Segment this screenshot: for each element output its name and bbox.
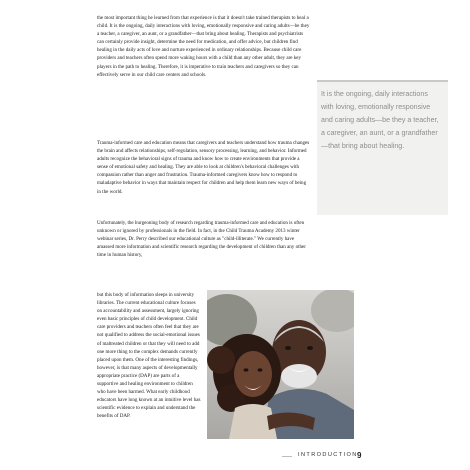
pull-quote-box <box>317 80 448 215</box>
page-footer <box>282 452 457 462</box>
pull-quote-text: It is the ongoing, daily interactions with loving, emotionally responsive and caring adults—be they a teacher, a caregiver, an aunt, or a grandfather—that bring about healing. <box>321 90 439 151</box>
body-paragraph-3: Unfortunately, the burgeoning body of research regarding trauma-informed care and education is often unknown or ignored by professionals in the field. In fact, in the Child Trauma Academy 2013 winter webinar series, Dr. Perry described our educational culture as "child-illiterate." We currently have amassed more information and scientific research regarding the development of children than any other time in human history, <box>97 220 306 259</box>
body-paragraph-1: the most important thing he learned from that experience is that it doesn't take trained therapists to heal a child. It is the ongoing, daily interactions with loving, emotionally responsive and caring adults—be they a teacher, a caregiver, an aunt, or a grandfather—that bring about healing. Therapists and psychiatrists can certainly provide insight, determine the need for medication, and offer advice, but children find healing in the daily acts of love and nurture experienced in ordinary relationships. Because child care providers and teachers often spend more waking hours with a child than any other adult, they are key players in the path to healing. Therefore, it is imperative to train teachers and caregivers so they can effectively serve in our child care centers and schools. <box>97 15 310 78</box>
body-paragraph-2: Trauma-informed care and education means that caregivers and teachers understand how trauma changes the brain and affects relationships, self-regulation, sensory processing, learning, and behavior. Informed adults recognize the behavioral signs of trauma and know how to create environments that provide a sense of emotional safety and healing. They are able to look at children's behavioral challenges with compassion rather than anger and frustration. Trauma-informed caregivers know how to respond to maladaptive behavior in ways that maintain respect for children and help them learn new ways of being in the world. <box>97 140 310 195</box>
page-number: 9 <box>357 451 362 460</box>
body-paragraph-4: but this body of information sleeps in university libraries. The current educational culture focuses on accountability and assessment, largely ignoring even basic principles of child development. Child care providers and teachers often feel that they are not qualified to address the social-emotional issues of maltreated children or that they will need to add one more thing to the complex demands currently placed upon them. One of the interesting findings, however, is that many aspects of developmentally appropriate practice (DAP) are parts of a supportive and healing environment to children who have been harmed. What early childhood educators have long known at an intuitive level has scientific evidence to explain and understand the benefits of DAP. <box>97 292 201 420</box>
family-photo <box>207 290 354 439</box>
family-photo-illustration <box>207 290 354 439</box>
footer-divider <box>282 456 292 457</box>
section-name: INTRODUCTION <box>298 452 358 458</box>
